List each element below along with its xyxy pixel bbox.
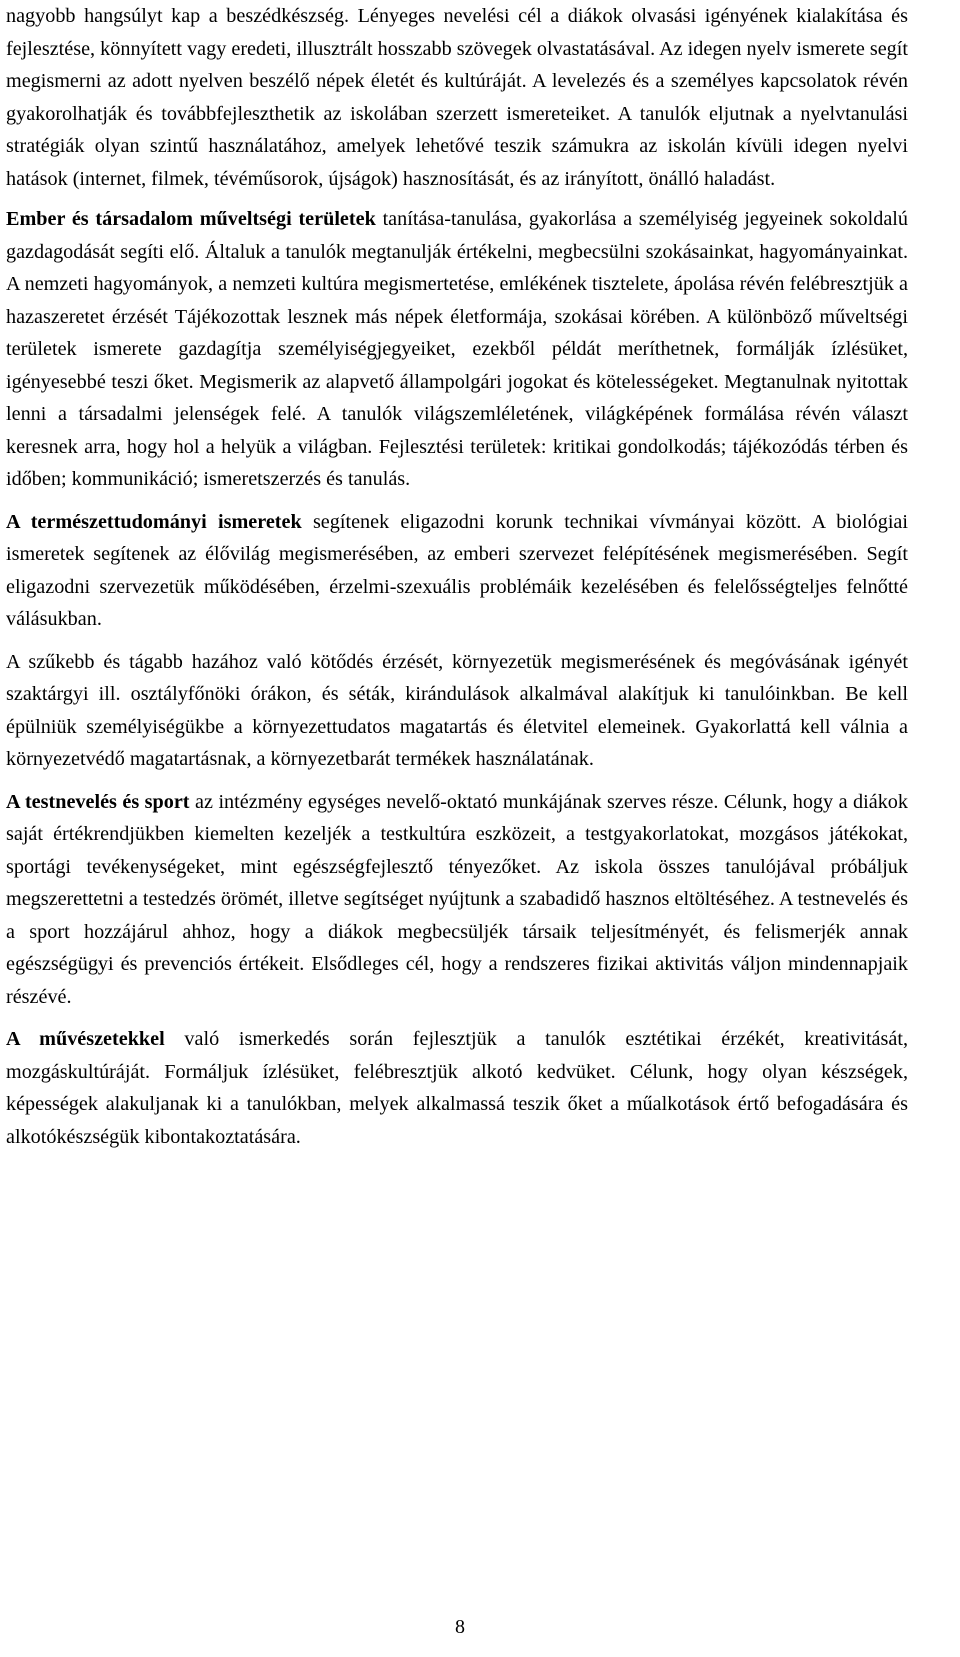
paragraph-homeland-environment [6,646,908,776]
paragraph-physical-education [6,786,908,1014]
paragraph-lead: A testnevelés és sport [6,790,190,813]
paragraph-text: való ismerkedés során fejlesztjük a tanulók esztétikai érzékét, kreativitását, mozgáskultúráját. Formáljuk ízlésüket, felébresztjük alkotó kedvüket. Célunk, hogy olyan készségek, képességek alakuljanak ki a tanulókban, melyek alkalmassá teszik őket a műalkotások értő befogadására és alkotókészségük kibontakoztatására. [6,1028,908,1148]
paragraph-lead: A természettudományi ismeretek [6,510,302,533]
paragraph-human-and-society [6,203,908,496]
paragraph-text: segítenek eligazodni korunk technikai vívmányai között. A biológiai ismeretek segítenek az élővilág megismerésében, az emberi szervezet felépítésének megismerésében. Segít eligazodni szervezetük működésében, érzelmi-szexuális problémáik kezelésében és felelősségteljes felnőtté válásukban. [6,510,909,630]
paragraph-text: az intézmény egységes nevelő-oktató munkájának szerves része. Célunk, hogy a diákok saját értékrendjükben kiemelten kezeljék a testkultúra eszközeit, a testgyakorlatokat, mozgásos játékokat, sportági tevékenységeket, mint egészségfejlesztő tényezőket. Az iskola összes tanulójával próbáljuk megszerettetni a testedzés örömét, illetve segítséget nyújtunk a szabadidő hasznos eltöltéséhez. A testnevelés és a sport hozzájárul ahhoz, hogy a diákok megbecsüljék társaik teljesítményét, és felismerjék annak egészségügyi és prevenciós értékeit. Elsődleges cél, hogy a rendszeres fizikai aktivitás váljon mindennapjaik részévé. [6,790,908,1008]
paragraph-text: tanítása-tanulása, gyakorlása a személyiség jegyeinek sokoldalú gazdagodását segíti elő. Általuk a tanulók megtanulják értékelni, megbecsülni szokásainkat, hagyományainkat. A nemzeti hagyományok, a nemzeti kultúra megismertetése, emlékének tisztelete, ápolása révén felébresztjük a hazaszeretet érzését Tájékozottak lesznek más népek életformája, szokásai körében. A különböző műveltségi területek ismerete gazdagítja személyiségjegyeiket, ezekből példát meríthetnek, formálják ízlésüket, igényesebbé teszi őket. Megismerik az alapvető állampolgári jogokat és kötelességeket. Megtanulnak nyitottak lenni a társadalmi jelenségek felé. A tanulók világszemléletének, világképének formálása révén választ keresnek arra, hogy hol a helyük a világban. Fejlesztési területek: kritikai gondolkodás; tájékozódás térben és időben; kommunikáció; ismeretszerzés és tanulás. [6,208,909,490]
paragraph-arts [6,1023,908,1153]
paragraph-foreign-language [6,0,908,195]
paragraph-lead: A művészetekkel [6,1028,165,1050]
document-body [6,0,908,1153]
paragraph-text: A szűkebb és tágabb hazához való kötődés érzését, környezetük megismerésének és megóvásának igényét szaktárgyi ill. osztályfőnöki órákon, és séták, kirándulások alkalmával alakítjuk ki tanulóinkban. Be kell épülniük személyiségükbe a környezettudatos magatartás és életvitel elemeinek. Gyakorlattá kell válnia a környezetvédő magatartásnak, a környezetbarát termékek használatának. [6,650,908,770]
paragraph-lead: Ember és társadalom műveltségi területek [6,208,376,230]
page-number: 8 [455,1616,465,1638]
paragraph-text: nagyobb hangsúlyt kap a beszédkészség. Lényeges nevelési cél a diákok olvasási igényének kialakítása és fejlesztése, könnyített vagy eredeti, illusztrált hosszabb szövegek olvastatásával. Az idegen nyelv ismerete segít megismerni az adott nyelven beszélő népek életét és kultúráját. A levelezés és a személyes kapcsolatok révén gyakorolhatják és továbbfejleszthetik az iskolában szerzett ismereteiket. A tanulók eljutnak a nyelvtanulási stratégiák olyan szintű használatához, amelyek lehetővé teszik számukra az iskolán kívüli idegen nyelvi hatások (internet, filmek, tévéműsorok, újságok) hasznosítását, és az irányított, önálló haladást. [6,5,908,190]
paragraph-natural-sciences [6,506,908,636]
